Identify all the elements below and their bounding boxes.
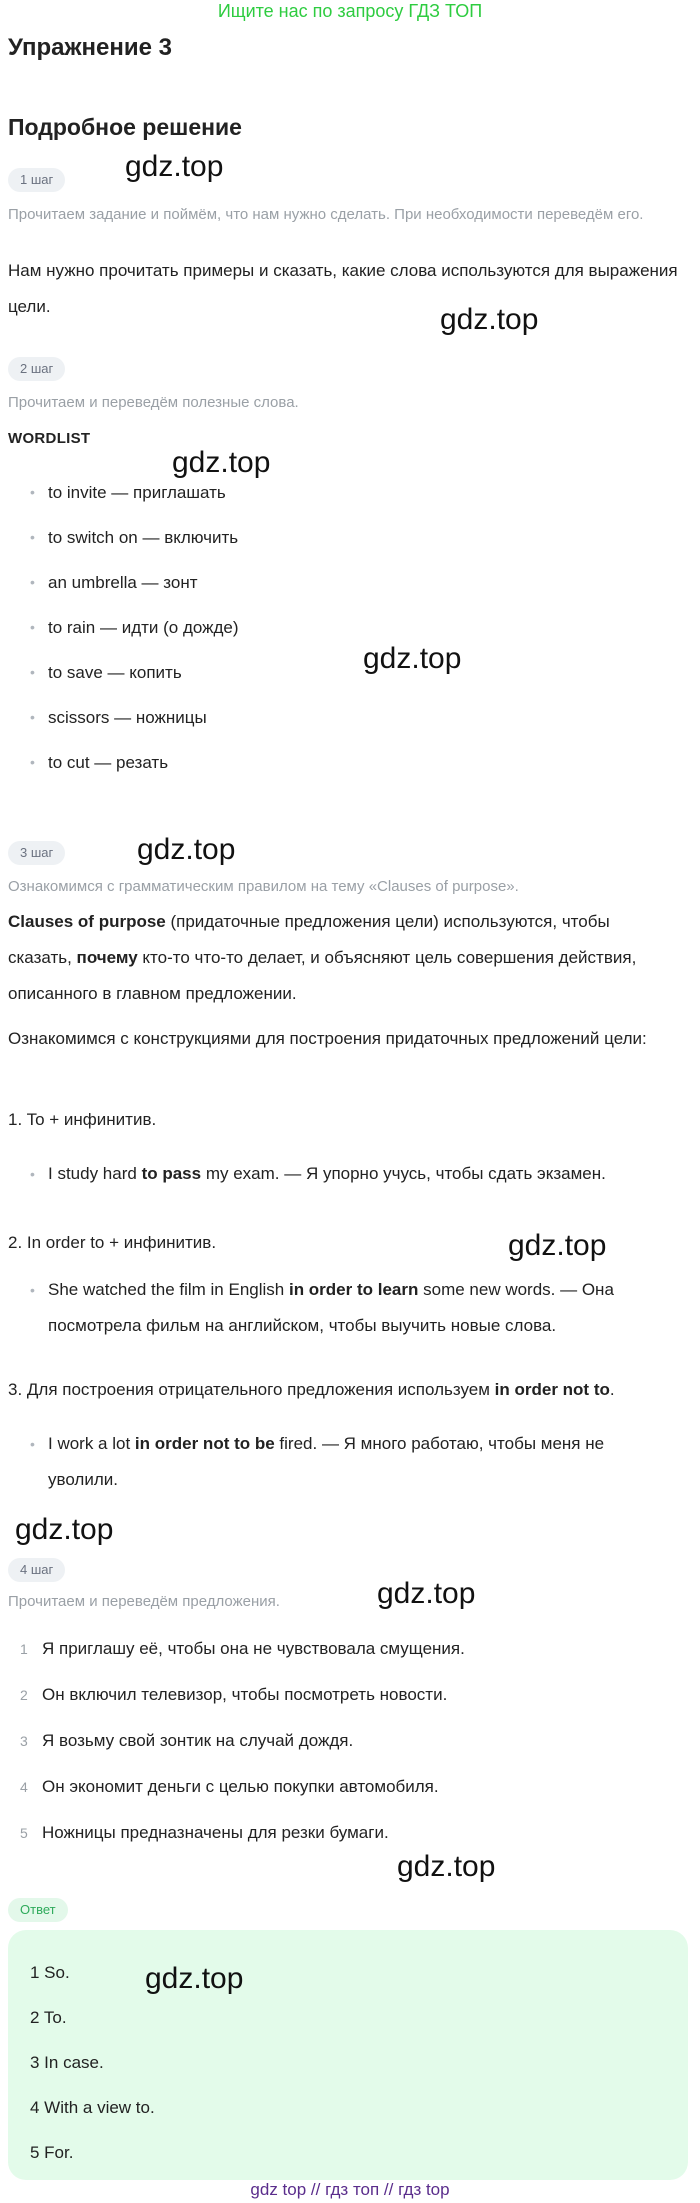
step-4-badge: 4 шаг xyxy=(8,1558,65,1582)
list-item: 1 Я приглашу её, чтобы она не чувствовала смущения. xyxy=(20,1639,465,1658)
watermark: gdz.top xyxy=(440,303,539,336)
answer-item: 5 For. xyxy=(30,2143,74,2162)
step-4-hint: Прочитаем и переведём предложения. xyxy=(8,1593,280,1610)
section-title: Подробное решение xyxy=(8,114,242,140)
wordlist xyxy=(30,470,239,785)
text: 3. Для построения отрицательного предложения используем xyxy=(8,1380,495,1399)
answer-item: 2 To. xyxy=(30,2008,67,2027)
list-item: 2 Он включил телевизор, чтобы посмотреть новости. xyxy=(20,1685,448,1704)
sentences-list xyxy=(20,1626,465,1856)
step-3-badge: 3 шаг xyxy=(8,841,65,865)
rule-intro: Ознакомимся с конструкциями для построения придаточных предложений цели: xyxy=(8,1029,647,1048)
step-1-text: Нам нужно прочитать примеры и сказать, какие слова используются для выражения цели. xyxy=(8,261,678,316)
answer-badge: Ответ xyxy=(8,1898,68,1922)
text: some new words. — Она посмотрела фильм на английском, чтобы выучить новые слова. xyxy=(48,1280,614,1335)
text: She watched the film in English xyxy=(48,1280,289,1299)
answer-list xyxy=(30,1950,155,2175)
watermark: gdz.top xyxy=(125,150,224,183)
watermark: gdz.top xyxy=(145,1962,244,1995)
page-title: Упражнение 3 xyxy=(8,34,172,61)
watermark: gdz.top xyxy=(172,446,271,479)
list-item: • to save — копить xyxy=(30,650,239,695)
rule-paragraph xyxy=(8,904,678,1012)
answer-item: 3 In case. xyxy=(30,2053,104,2072)
answer-item: 4 With a view to. xyxy=(30,2098,155,2117)
term-bold: in order to learn xyxy=(288,1280,419,1299)
watermark: gdz.top xyxy=(397,1850,496,1883)
text: . xyxy=(609,1380,615,1399)
list-item: 4 Он экономит деньги с целью покупки автомобиля. xyxy=(20,1777,439,1796)
text: (придаточные предложения цели) используются, чтобы сказать, xyxy=(8,912,610,967)
rule-2: 2. In order to + инфинитив. xyxy=(8,1233,217,1252)
text: I work a lot xyxy=(48,1434,135,1453)
step-2-hint: Прочитаем и переведём полезные слова. xyxy=(8,394,299,411)
answer-item: 1 So. xyxy=(30,1963,70,1982)
example-2: • She watched the film in English in order to learn some new words. — Она посмотрела фильм на английском, чтобы выучить новые слова. xyxy=(30,1280,614,1335)
step-1-hint: Прочитаем задание и поймём, что нам нужно сделать. При необходимости переведём его. xyxy=(8,206,644,223)
term-bold: in order not to be xyxy=(134,1434,275,1453)
watermark: gdz.top xyxy=(377,1577,476,1610)
step-3-hint: Ознакомимся с грамматическим правилом на тему «Clauses of purpose». xyxy=(8,878,519,895)
watermark: gdz.top xyxy=(137,833,236,866)
watermark: gdz.top xyxy=(508,1229,607,1262)
list-item: • to rain — идти (о дожде) xyxy=(30,605,239,650)
rule-1: 1. To + инфинитив. xyxy=(8,1110,157,1129)
example-3: • I work a lot in order not to be fired. — Я много работаю, чтобы меня не уволили. xyxy=(30,1434,605,1489)
term-bold: in order not to xyxy=(494,1380,610,1399)
text: I study hard xyxy=(48,1164,142,1183)
term-bold: Clauses of purpose xyxy=(8,912,166,931)
text: кто-то что-то делает, и объясняют цель совершения действия, описанного в главном предложении. xyxy=(8,948,637,1003)
watermark: gdz.top xyxy=(15,1513,114,1546)
list-item: • to cut — резать xyxy=(30,740,239,785)
text: fired. — Я много работаю, чтобы меня не уволили. xyxy=(48,1434,605,1489)
list-item: • to invite — приглашать xyxy=(30,470,239,515)
example-1: • I study hard to pass my exam. — Я упорно учусь, чтобы сдать экзамен. xyxy=(30,1164,606,1183)
step-2-badge: 2 шаг xyxy=(8,357,65,381)
footer-links[interactable]: gdz top // гдз топ // гдз top xyxy=(250,2180,450,2199)
list-item: • an umbrella — зонт xyxy=(30,560,239,605)
term-bold: почему xyxy=(76,948,138,967)
list-item: 3 Я возьму свой зонтик на случай дождя. xyxy=(20,1731,354,1750)
term-bold: to pass xyxy=(141,1164,202,1183)
watermark: gdz.top xyxy=(363,642,462,675)
step-1-badge: 1 шаг xyxy=(8,168,65,192)
text: my exam. — Я упорно учусь, чтобы сдать экзамен. xyxy=(201,1164,606,1183)
list-item: • to switch on — включить xyxy=(30,515,239,560)
list-item: 5 Ножницы предназначены для резки бумаги. xyxy=(20,1823,389,1842)
wordlist-title: WORDLIST xyxy=(8,430,91,447)
list-item: • scissors — ножницы xyxy=(30,695,239,740)
top-banner[interactable]: Ищите нас по запросу ГДЗ ТОП xyxy=(217,1,483,21)
rule-3 xyxy=(8,1372,678,1408)
